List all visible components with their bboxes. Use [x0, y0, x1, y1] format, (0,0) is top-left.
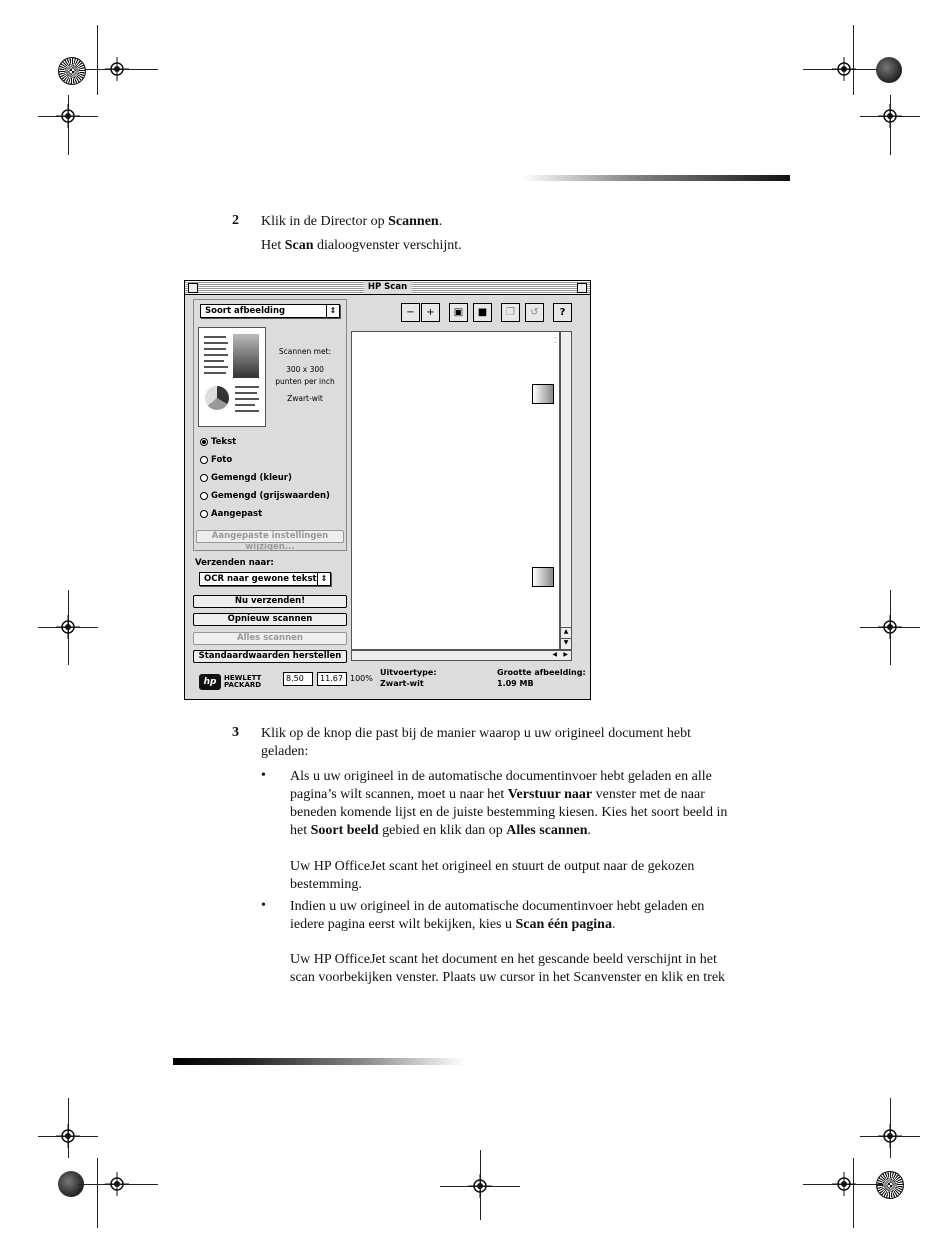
radio-icon: [200, 492, 208, 500]
text-run: pagina’s wilt scannen, moet u naar het: [290, 787, 508, 802]
step3-intro-line1: Klik op de knop die past bij de manier waarop u uw origineel document hebt: [261, 726, 692, 741]
radio-label: Gemengd (kleur): [211, 473, 292, 483]
bullet1-para2-line1: Uw HP OfficeJet scant het origineel en stuurt de output naar de gekozen: [290, 859, 695, 874]
pie-graphic-icon: [205, 386, 229, 410]
text-run: Het: [261, 238, 285, 253]
bold-term: Scan één pagina: [515, 917, 612, 932]
registration-mark-icon: [56, 1124, 80, 1148]
radio-label: Tekst: [211, 437, 237, 447]
registration-mark-icon: [56, 615, 80, 639]
close-box-icon[interactable]: [188, 283, 198, 293]
registration-mark-icon: [878, 615, 902, 639]
send-to-label: Verzenden naar:: [195, 558, 274, 568]
restore-defaults-button[interactable]: Standaardwaarden herstellen: [193, 650, 347, 663]
bold-term: Scannen: [388, 214, 439, 229]
bullet1-para2-line2: bestemming.: [290, 877, 362, 892]
output-type-value: Zwart-wit: [380, 679, 424, 688]
bullet1-line1: Als u uw origineel in de automatische documentinvoer hebt geladen en alle: [290, 769, 712, 784]
step2-line1: [261, 213, 442, 231]
radio-gemengd-kleur[interactable]: [200, 473, 292, 483]
scroll-left-icon[interactable]: ◀: [552, 651, 557, 658]
rescan-button[interactable]: Opnieuw scannen: [193, 613, 347, 626]
help-icon[interactable]: ?: [553, 303, 572, 322]
copy-icon[interactable]: ❐: [501, 303, 520, 322]
radio-tekst[interactable]: [200, 437, 236, 447]
document-thumbnail: [198, 327, 266, 427]
scan-preview-area[interactable]: [351, 331, 560, 650]
solid-disc-mark-icon: [876, 57, 902, 83]
text-run: gebied en klik dan op: [378, 823, 507, 838]
popup-arrows-icon: ⇕: [317, 573, 330, 585]
horizontal-scrollbar[interactable]: [351, 650, 572, 661]
text-run: Klik in de Director op: [261, 214, 389, 229]
undo-icon[interactable]: ↺: [525, 303, 544, 322]
zoom-in-icon[interactable]: +: [421, 303, 440, 322]
bullet1-line4: [290, 822, 591, 840]
bullet-icon: •: [261, 768, 266, 783]
settings-panel: [193, 299, 347, 551]
radio-label: Aangepast: [211, 509, 263, 519]
bold-term: Alles scannen: [506, 823, 588, 838]
footer-gradient-bar: [173, 1058, 465, 1065]
scroll-down-icon[interactable]: ▼: [561, 638, 571, 649]
crop-handle-top[interactable]: [532, 384, 554, 404]
image-size-value: 1.09 MB: [497, 679, 534, 688]
scan-with-label: Scannen met:: [278, 347, 332, 356]
registration-mark-icon: [468, 1174, 492, 1198]
logo-text: PACKARD: [224, 681, 262, 689]
popup-label: Soort afbeelding: [205, 306, 286, 316]
registration-mark-icon: [832, 1172, 856, 1196]
hp-scan-window: [184, 280, 591, 700]
radio-icon: [200, 510, 208, 518]
radio-foto[interactable]: [200, 455, 232, 465]
corner-marker-icon: · ·: [554, 335, 556, 347]
text-run: het: [290, 823, 311, 838]
step2-line2: [261, 237, 462, 255]
color-mode-value: Zwart-wit: [287, 394, 323, 403]
window-titlebar[interactable]: [185, 281, 590, 295]
crop-handle-bottom[interactable]: [532, 567, 554, 587]
tower-photo-icon: [233, 334, 259, 378]
hp-logo-icon: hp: [199, 674, 221, 690]
scroll-up-icon[interactable]: ▲: [561, 627, 571, 638]
bullet2-para2-line1: Uw HP OfficeJet scant het document en het gescande beeld verschijnt in het: [290, 952, 717, 967]
popup-label: OCR naar gewone tekst: [204, 574, 317, 584]
registration-mark-icon: [105, 1172, 129, 1196]
radio-label: Foto: [211, 455, 233, 465]
text-run: venster met de naar: [592, 787, 705, 802]
bold-term: Scan: [284, 238, 314, 253]
save-icon[interactable]: ■: [473, 303, 492, 322]
bold-term: Soort beeld: [310, 823, 379, 838]
popup-arrows-icon: ⇕: [326, 305, 339, 317]
registration-mark-icon: [832, 57, 856, 81]
bullet2-line2: [290, 916, 615, 934]
registration-mark-icon: [56, 104, 80, 128]
text-run: .: [587, 823, 591, 838]
step-number: 2: [232, 213, 239, 228]
height-field[interactable]: 11.67: [317, 672, 347, 686]
radio-gemengd-grijs[interactable]: [200, 491, 330, 501]
logo-text: HEWLETT: [224, 674, 262, 682]
bold-term: Verstuur naar: [507, 787, 593, 802]
vertical-scrollbar[interactable]: [560, 331, 572, 650]
image-type-popup[interactable]: [200, 304, 340, 318]
registration-mark-icon: [878, 104, 902, 128]
zoom-out-icon[interactable]: −: [401, 303, 420, 322]
header-gradient-bar: [522, 175, 790, 181]
hp-logo: [199, 672, 269, 692]
send-to-popup[interactable]: [199, 572, 331, 586]
send-now-button[interactable]: Nu verzenden!: [193, 595, 347, 608]
custom-settings-button[interactable]: Aangepaste instellingen wijzigen...: [196, 530, 344, 543]
width-field[interactable]: 8.50: [283, 672, 313, 686]
resolution-value: 300 x 300: [286, 365, 324, 374]
text-run: .: [438, 214, 443, 229]
bullet-icon: •: [261, 898, 266, 913]
radio-label: Gemengd (grijswaarden): [211, 491, 330, 501]
registration-mark-icon: [878, 1124, 902, 1148]
starburst-mark-icon: [58, 57, 86, 85]
bullet2-para2-line2: scan voorbekijken venster. Plaats uw cursor in het Scanvenster en klik en trek: [290, 970, 726, 985]
image-size-label: Grootte afbeelding:: [497, 668, 586, 677]
output-type-label: Uitvoertype:: [380, 668, 437, 677]
window-title: HP Scan: [364, 281, 411, 294]
scale-value: 100%: [350, 674, 373, 683]
step-number: 3: [232, 725, 239, 740]
starburst-mark-icon: [876, 1171, 904, 1199]
text-run: iedere pagina eerst wilt bekijken, kies u: [290, 917, 516, 932]
bullet2-line1: Indien u uw origineel in de automatische documentinvoer hebt geladen en: [290, 899, 705, 914]
step3-intro-line2: geladen:: [261, 744, 309, 759]
bullet1-line3: beneden komende lijst en de juiste bestemming kiesen. Kies het soort beeld in: [290, 805, 728, 820]
scan-all-button[interactable]: Alles scannen: [193, 632, 347, 645]
resolution-unit: punten per inch: [275, 377, 335, 386]
radio-icon: [200, 456, 208, 464]
radio-selected-icon: [200, 438, 208, 446]
text-run: .: [611, 917, 616, 932]
registration-mark-icon: [105, 57, 129, 81]
bullet1-line2: [290, 786, 705, 804]
print-icon[interactable]: ▣: [449, 303, 468, 322]
zoom-box-icon[interactable]: [577, 283, 587, 293]
radio-aangepast[interactable]: [200, 509, 262, 519]
scroll-right-icon[interactable]: ▶: [563, 651, 568, 658]
radio-icon: [200, 474, 208, 482]
text-run: dialoogvenster verschijnt.: [313, 238, 462, 253]
